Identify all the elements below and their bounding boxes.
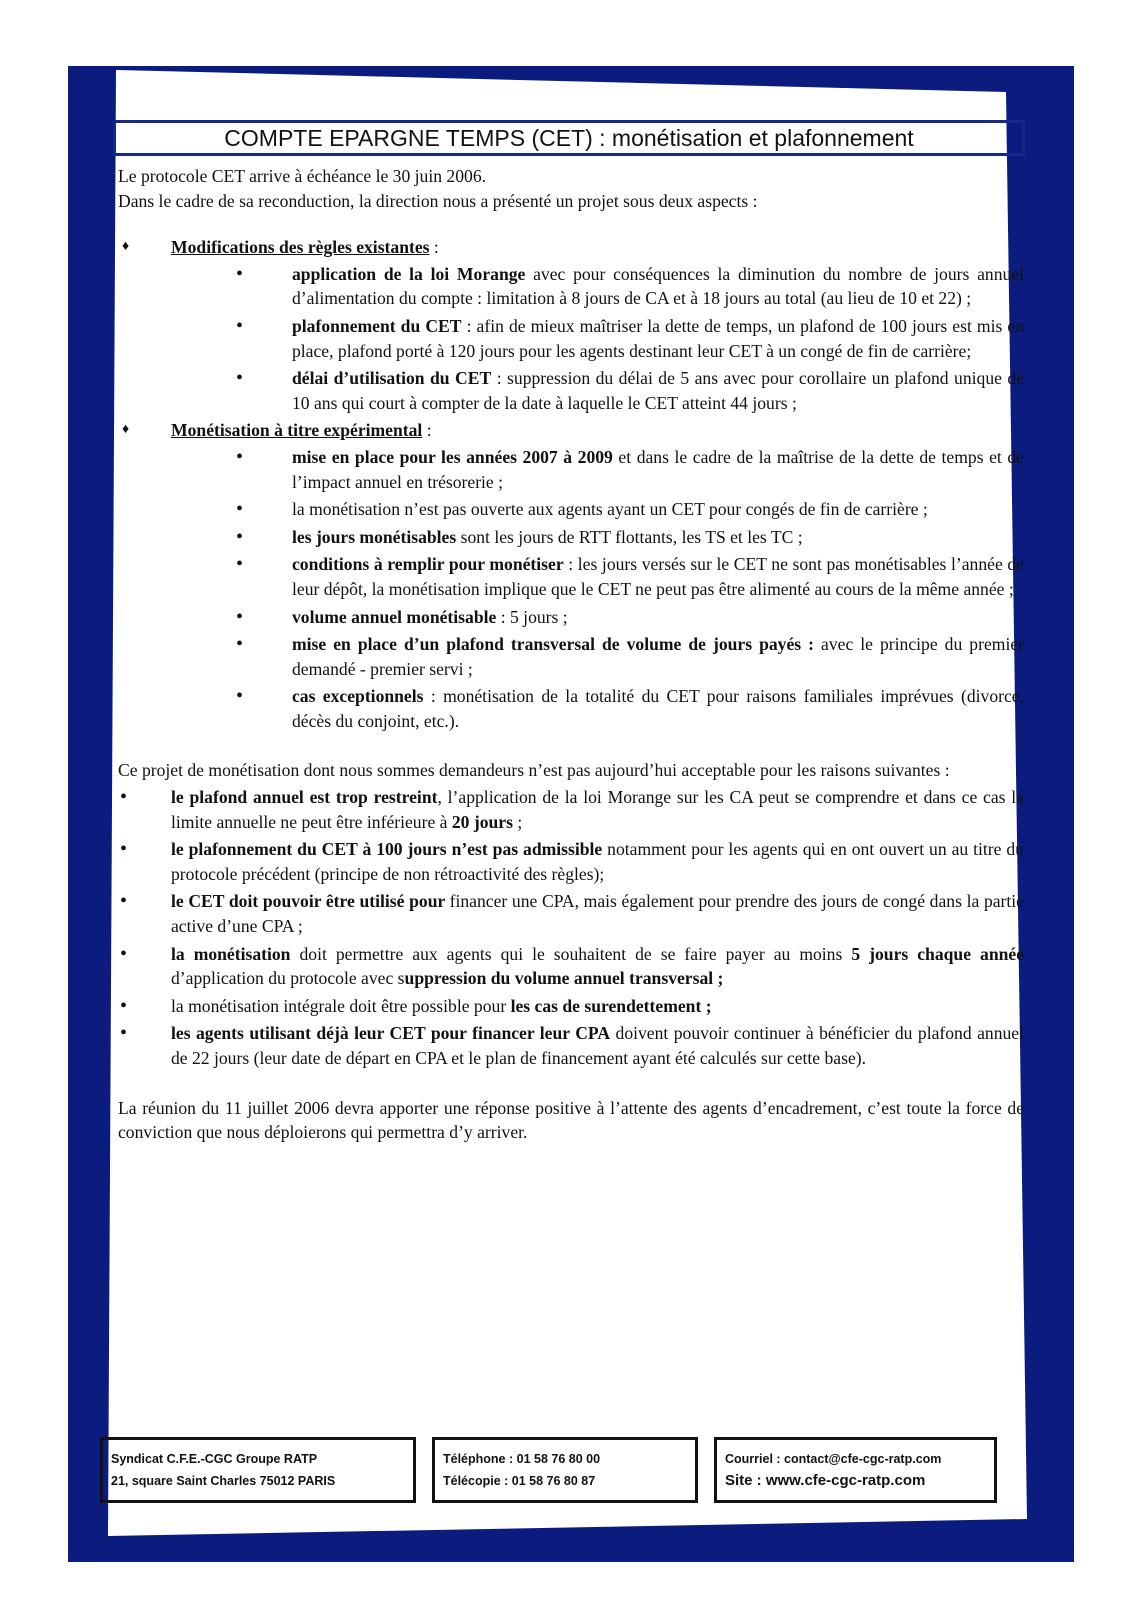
objections-list bbox=[118, 785, 1024, 1071]
bullet-icon: • bbox=[236, 553, 244, 576]
footer-phone: Téléphone : 01 58 76 80 00 bbox=[443, 1452, 601, 1466]
footer-address: 21, square Saint Charles 75012 PARIS bbox=[111, 1474, 336, 1488]
bullet-icon: • bbox=[236, 633, 244, 656]
monetisation-list bbox=[118, 445, 1024, 734]
document-body bbox=[118, 164, 1024, 1145]
bullet-icon: • bbox=[236, 445, 244, 468]
list-item: • la monétisation intégrale doit être possible pour les cas de surendettement ; bbox=[120, 994, 712, 1017]
intro-line-1: Le protocole CET arrive à échéance le 30 juin 2006. bbox=[118, 166, 487, 186]
list-item: • la monétisation n’est pas ouverte aux agents ayant un CET pour congés de fin de carrière ; bbox=[236, 498, 928, 521]
bullet-icon: • bbox=[120, 942, 128, 965]
list-item: • plafonnement du CET : afin de mieux maîtriser la dette de temps, un plafond de 100 jours est mis en place, plafond porté à 120 jours pour les agents destinant leur CET à un congé de fin de carrière; bbox=[236, 314, 1025, 361]
footer-fax: Télécopie : 01 58 76 80 87 bbox=[443, 1474, 596, 1488]
list-item: • les agents utilisant déjà leur CET pour financer leur CPA doivent pouvoir continuer à bénéficier du plafond annuel de 22 jours (leur date de départ en CPA et le plan de financement ayant été calculés sur cette base). bbox=[120, 1022, 1024, 1068]
footer-contact-box bbox=[714, 1437, 997, 1503]
bullet-icon: • bbox=[120, 838, 128, 861]
section-title: Modifications des règles existantes bbox=[171, 237, 430, 258]
footer-address-box bbox=[100, 1437, 416, 1503]
bullet-icon: • bbox=[236, 498, 244, 521]
list-item: • la monétisation doit permettre aux agents qui le souhaitent de se faire payer au moins 5 jours chaque année d’application du protocole avec suppression du volume annuel transversal ; bbox=[120, 942, 1025, 989]
footer-phone-box bbox=[432, 1437, 698, 1503]
bullet-icon: • bbox=[236, 605, 244, 628]
list-item: • le plafonnement du CET à 100 jours n’est pas admissible notamment pour les agents qui en ont ouvert un au titre du protocole précédent (principe de non rétroactivité des règles); bbox=[120, 838, 1024, 884]
conclusion: La réunion du 11 juillet 2006 devra apporter une réponse positive à l’attente des agents d’encadrement, c’est toute la force de conviction que nous déploierons qui permettra d’y arriver. bbox=[118, 1097, 1024, 1143]
modifications-list bbox=[118, 262, 1024, 416]
footer-org: Syndicat C.F.E.-CGC Groupe RATP bbox=[111, 1452, 318, 1466]
bullet-icon: • bbox=[236, 525, 244, 548]
section-title: Monétisation à titre expérimental bbox=[171, 420, 423, 441]
diamond-bullet-icon: ♦ bbox=[122, 239, 130, 255]
bullet-icon: • bbox=[120, 786, 128, 809]
objection-intro: Ce projet de monétisation dont nous sommes demandeurs n’est pas aujourd’hui acceptable pour les raisons suivantes : bbox=[118, 760, 950, 781]
bullet-icon: • bbox=[120, 890, 128, 913]
list-item: • cas exceptionnels : monétisation de la totalité du CET pour raisons familiales imprévues (divorce, décès du conjoint, etc.). bbox=[236, 685, 1024, 731]
list-item: • le plafond annuel est trop restreint, l’application de la loi Morange sur les CA peut se comprendre et dans ce cas la limite annuelle ne peut être inférieure à 20 jours ; bbox=[120, 786, 1024, 832]
list-item: • conditions à remplir pour monétiser : les jours versés sur le CET ne sont pas monétisables l’année de leur dépôt, la monétisation implique que le CET ne peut pas être alimenté au cours de la même année ; bbox=[236, 553, 1024, 599]
section-modifications: ♦ Modifications des règles existantes : bbox=[118, 235, 1024, 260]
bullet-icon: • bbox=[236, 314, 244, 337]
bullet-icon: • bbox=[236, 685, 244, 708]
list-item: • délai d’utilisation du CET : suppression du délai de 5 ans avec pour corollaire un plafond unique de 10 ans qui court à compter de la date à laquelle le CET atteint 44 jours ; bbox=[236, 367, 1025, 413]
list-item: • le CET doit pouvoir être utilisé pour financer une CPA, mais également pour prendre des jours de congé dans la partie active d’une CPA ; bbox=[120, 890, 1024, 937]
bullet-icon: • bbox=[236, 367, 244, 390]
list-item: • mise en place d’un plafond transversal de volume de jours payés : avec le principe du premier demandé - premier servi ; bbox=[236, 633, 1025, 679]
bullet-icon: • bbox=[120, 1022, 128, 1045]
title-text: COMPTE EPARGNE TEMPS (CET) : monétisation et plafonnement bbox=[224, 124, 914, 151]
page-title bbox=[113, 120, 1025, 156]
list-item: • application de la loi Morange avec pour conséquences la diminution du nombre de jours annuel d’alimentation du compte : limitation à 8 jours de CA et à 18 jours au total (au lieu de 10 et 22) ; bbox=[236, 262, 1024, 309]
section-monetisation: ♦ Monétisation à titre expérimental : bbox=[118, 418, 1024, 443]
list-item: • mise en place pour les années 2007 à 2009 et dans le cadre de la maîtrise de la dette de temps et de l’impact annuel en trésorerie ; bbox=[236, 445, 1024, 492]
intro-line-2: Dans le cadre de sa reconduction, la direction nous a présenté un projet sous deux aspects : bbox=[118, 190, 758, 211]
list-item: • volume annuel monétisable : 5 jours ; bbox=[236, 605, 568, 628]
bullet-icon: • bbox=[120, 994, 128, 1017]
bullet-icon: • bbox=[236, 262, 244, 285]
footer-email[interactable]: Courriel : contact@cfe-cgc-ratp.com bbox=[725, 1452, 942, 1466]
footer-site[interactable]: Site : www.cfe-cgc-ratp.com bbox=[725, 1472, 926, 1489]
diamond-bullet-icon: ♦ bbox=[122, 422, 130, 438]
list-item: • les jours monétisables sont les jours de RTT flottants, les TS et les TC ; bbox=[236, 525, 803, 548]
